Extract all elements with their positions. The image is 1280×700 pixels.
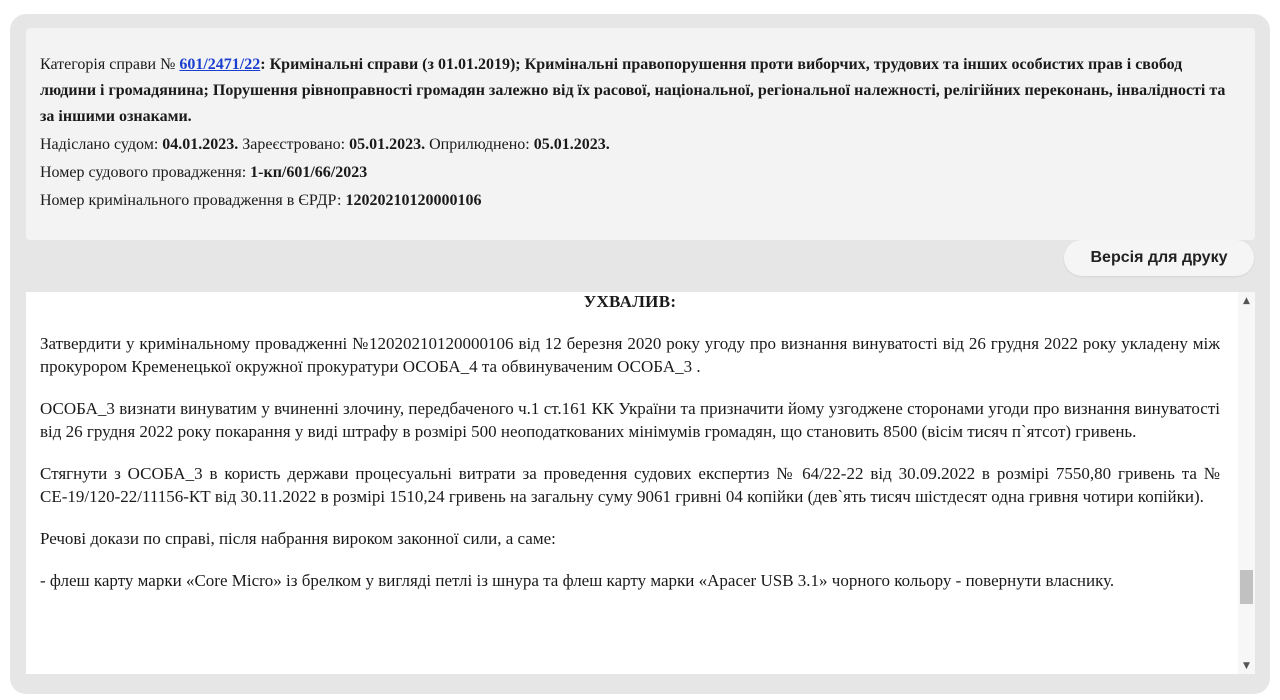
triangle-up-icon[interactable]: ▲ bbox=[1243, 295, 1250, 306]
case-info-card bbox=[26, 28, 1255, 240]
court-proceeding-number: 1-кп/601/66/2023 bbox=[250, 164, 368, 181]
registered-date: 05.01.2023. bbox=[349, 136, 426, 153]
print-version-button[interactable]: Версія для друку bbox=[1064, 240, 1254, 276]
decision-heading: УХВАЛИВ: bbox=[583, 292, 677, 311]
court-proceeding-row bbox=[40, 160, 1241, 186]
court-record-panel bbox=[10, 14, 1270, 694]
sent-date: 04.01.2023. bbox=[162, 136, 239, 153]
published-date: 05.01.2023. bbox=[533, 136, 610, 153]
registered-label: Зареєстровано: bbox=[238, 136, 350, 153]
decision-paragraph: Затвердити у кримінальному провадженні №12020210120000106 від 12 березня 2020 року угоду про визнання винуватості від 26 грудня 2022 року укладену між прокурором Кременецької окружної прокуратури ОСОБА_4 та обвинуваченим ОСОБА_3 . bbox=[40, 334, 1220, 376]
court-proceeding-label: Номер судового провадження: bbox=[40, 164, 251, 181]
dates-row bbox=[40, 132, 1241, 158]
case-category bbox=[40, 52, 1241, 130]
document-text bbox=[40, 292, 1220, 611]
scrollbar-thumb[interactable] bbox=[1240, 570, 1253, 604]
category-prefix: Категорія справи № bbox=[40, 56, 180, 73]
decision-paragraph: ОСОБА_3 визнати винуватим у вчиненні злочину, передбаченого ч.1 ст.161 КК України та призначити йому узгоджене сторонами угоди про визнання винуватості від 26 грудня 2022 року покарання у виді штрафу в розмірі 500 неоподаткованих мінімумів громадян, що становить 8500 (вісім тисяч п`ятсот) гривень. bbox=[40, 399, 1220, 441]
decision-paragraph: - флеш карту марки «Core Micro» із брелком у вигляді петлі із шнура та флеш карту марки «Apacer USB 3.1» чорного кольору - повернути власнику. bbox=[40, 571, 1115, 590]
criminal-proceeding-row bbox=[40, 188, 1241, 214]
sent-label: Надіслано судом: bbox=[40, 136, 163, 153]
triangle-down-icon[interactable]: ▼ bbox=[1243, 660, 1250, 671]
document-viewer[interactable] bbox=[26, 292, 1255, 674]
criminal-proceeding-label: Номер кримінального провадження в ЄРДР: bbox=[40, 192, 346, 209]
case-number-link[interactable]: 601/2471/22 bbox=[179, 56, 261, 73]
decision-paragraph: Речові докази по справі, після набрання вироком законної сили, а саме: bbox=[40, 529, 556, 548]
criminal-proceeding-number: 12020210120000106 bbox=[345, 192, 482, 209]
published-label: Оприлюднено: bbox=[425, 136, 534, 153]
vertical-scrollbar[interactable] bbox=[1238, 292, 1255, 674]
category-text: : Кримінальні справи (з 01.01.2019); Кримінальні правопорушення проти виборчих, трудових та інших особистих прав і свобод людини і громадянина; Порушення рівноправності громадян залежно від їх расової, національної, регіональної належності, релігійних переконань, інвалідності та за іншими ознаками. bbox=[40, 56, 1226, 125]
decision-paragraph: Стягнути з ОСОБА_3 в користь держави процесуальні витрати за проведення судових експертиз № 64/22-22 від 30.09.2022 в розмірі 7550,80 гривень та № СЕ-19/120-22/11156-КТ від 30.11.2022 в розмірі 1510,24 гривень на загальну суму 9061 гривні 04 копійки (дев`ять тисяч шістдесят одна гривня чотири копійки). bbox=[40, 464, 1220, 506]
